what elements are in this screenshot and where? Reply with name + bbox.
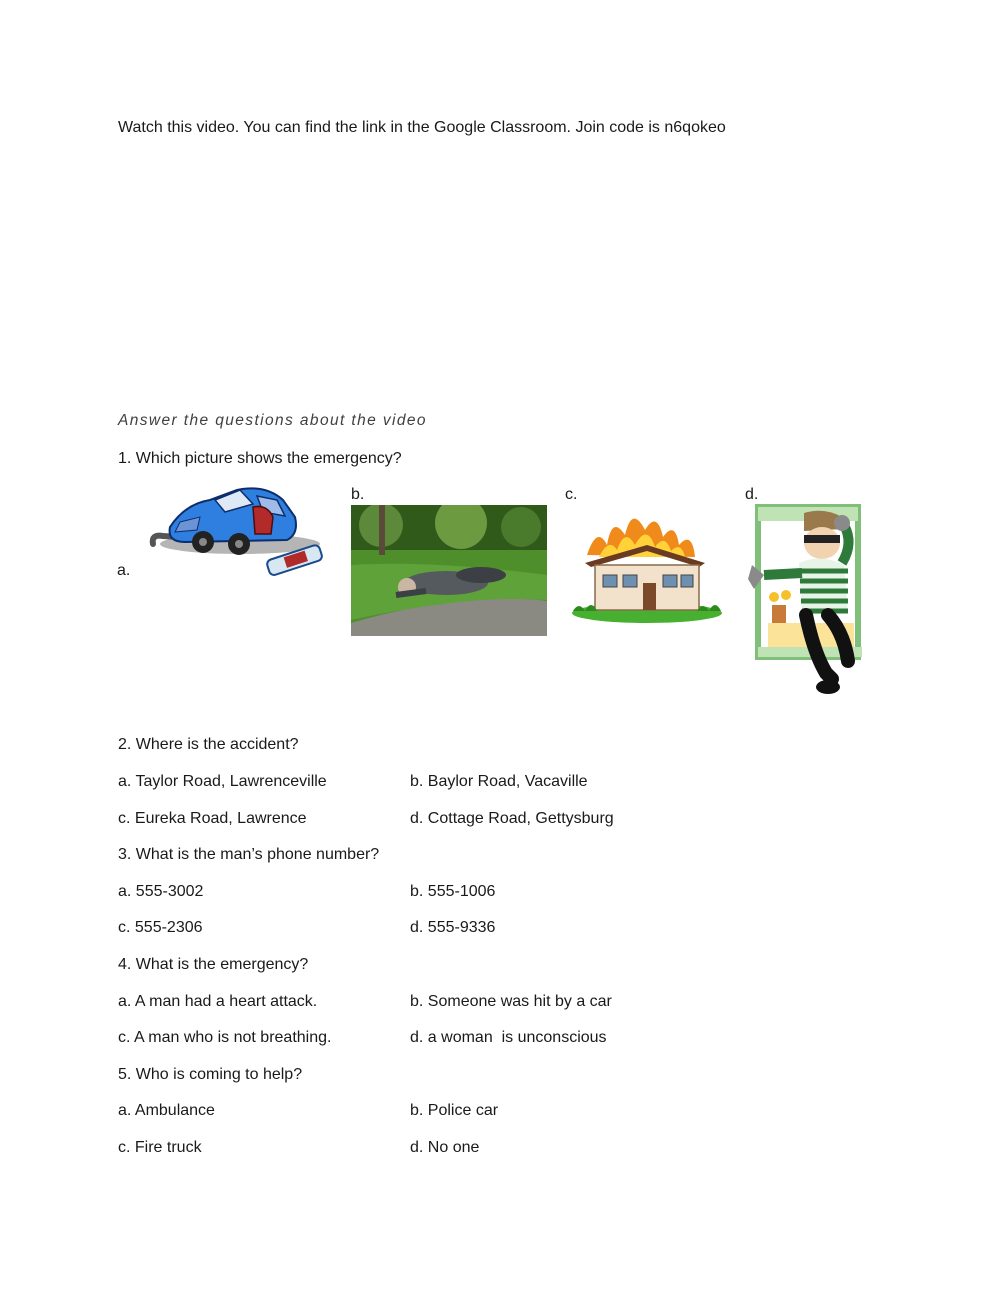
section-subtitle: Answer the questions about the video [118,412,427,429]
q2-option-c[interactable]: c. Eureka Road, Lawrence [118,810,307,827]
q4-option-b[interactable]: b. Someone was hit by a car [410,993,612,1010]
option-a-label[interactable]: a. [117,562,131,579]
option-b-label[interactable]: b. [351,486,365,503]
question-3: 3. What is the man’s phone number? [118,846,380,863]
q4-option-c[interactable]: c. A man who is not breathing. [118,1029,332,1046]
q5-option-c[interactable]: c. Fire truck [118,1139,202,1156]
intro-text: Watch this video. You can find the link in the Google Classroom. Join code is n6qokeo [118,119,726,136]
option-c-label[interactable]: c. [565,486,578,503]
crashed-car-image[interactable] [145,482,325,577]
q2-option-b[interactable]: b. Baylor Road, Vacaville [410,773,588,790]
q3-option-a[interactable]: a. 555-3002 [118,883,204,900]
q5-option-a[interactable]: a. Ambulance [118,1102,215,1119]
q4-option-d[interactable]: d. a woman is unconscious [410,1029,607,1046]
question-1: 1. Which picture shows the emergency? [118,450,402,467]
q5-option-d[interactable]: d. No one [410,1139,480,1156]
q2-option-d[interactable]: d. Cottage Road, Gettysburg [410,810,614,827]
question-2: 2. Where is the accident? [118,736,299,753]
q4-option-a[interactable]: a. A man had a heart attack. [118,993,318,1010]
man-lying-on-grass-image[interactable] [351,505,547,636]
q3-option-d[interactable]: d. 555-9336 [410,919,496,936]
question-4: 4. What is the emergency? [118,956,309,973]
burglar-at-window-image[interactable] [744,503,864,698]
q5-option-b[interactable]: b. Police car [410,1102,499,1119]
q3-option-c[interactable]: c. 555-2306 [118,919,203,936]
question-5: 5. Who is coming to help? [118,1066,303,1083]
q3-option-b[interactable]: b. 555-1006 [410,883,496,900]
burning-house-image[interactable] [567,505,727,630]
q2-option-a[interactable]: a. Taylor Road, Lawrenceville [118,773,327,790]
option-d-label[interactable]: d. [745,486,759,503]
